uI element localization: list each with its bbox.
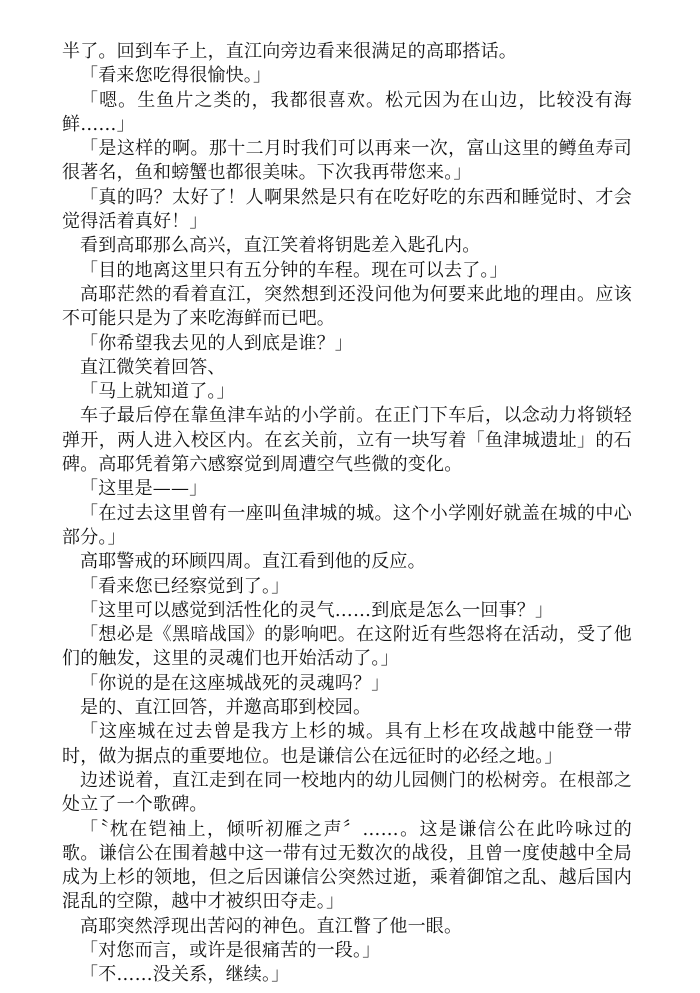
paragraph: 看到高耶那么高兴，直江笑着将钥匙差入匙孔内。 bbox=[80, 235, 481, 257]
paragraph: 「这座城在过去曾是我方上杉的城。具有上杉在攻战越中能登一带时，做为据点的重要地位。也是谦信公在远征时的必经之地。」 bbox=[62, 721, 632, 767]
paragraph: 「看来您已经察觉到了。」 bbox=[80, 575, 290, 597]
paragraph: 「想必是《黑暗战国》的影响吧。在这附近有些怨将在活动，受了他们的触发，这里的灵魂们也开始活动了。」 bbox=[62, 624, 632, 670]
paragraph: 直江微笑着回答、 bbox=[80, 356, 226, 378]
paragraph: 高耶茫然的看着直江，突然想到还没问他为何要来此地的理由。应该不可能只是为了来吃海鲜而已吧。 bbox=[62, 283, 632, 330]
paragraph: 「真的吗？太好了！人啊果然是只有在吃好吃的东西和睡觉时、才会觉得活着真好！」 bbox=[62, 186, 632, 233]
paragraph: 「你说的是在这座城战死的灵魂吗？」 bbox=[80, 672, 390, 694]
paragraph: 「看来您吃得很愉快。」 bbox=[80, 65, 272, 87]
paragraph: 边述说着，直江走到在同一校地内的幼儿园侧门的松树旁。在根部之处立了一个歌碑。 bbox=[62, 769, 632, 816]
paragraph: 「你希望我去见的人到底是谁？」 bbox=[80, 332, 353, 354]
paragraph: 「在过去这里曾有一座叫鱼津城的城。这个小学刚好就盖在城的中心部分。」 bbox=[62, 502, 632, 548]
paragraph: 「这里可以感觉到活性化的灵气……到底是怎么一回事？」 bbox=[80, 599, 554, 621]
paragraph: 是的、直江回答，并邀高耶到校园。 bbox=[80, 697, 372, 719]
body-text bbox=[62, 40, 632, 988]
paragraph: 高耶警戒的环顾四周。直江看到他的反应。 bbox=[80, 551, 426, 573]
paragraph: 「不……没关系，继续。」 bbox=[80, 964, 290, 986]
paragraph: 「〝枕在铠袖上，倾听初雁之声〞……。这是谦信公在此吟咏过的歌。谦信公在围着越中这一带有过无数次的战役，且曾一度使越中全局成为上杉的领地，但之后因谦信公突然过逝，乘着御馆之乱、越后国内混乱的空隙，越中才被织田夺走。」 bbox=[62, 818, 632, 913]
paragraph: 「是这样的啊。那十二月时我们可以再来一次，富山这里的鳟鱼寿司很著名，鱼和螃蟹也都很美味。下次我再带您来。」 bbox=[62, 138, 632, 184]
paragraph: 「目的地离这里只有五分钟的车程。现在可以去了。」 bbox=[80, 259, 508, 281]
paragraph: 「嗯。生鱼片之类的，我都很喜欢。松元因为在山边，比较没有海鲜……」 bbox=[62, 89, 632, 135]
paragraph: 「对您而言，或许是很痛苦的一段。」 bbox=[80, 939, 381, 961]
paragraph: 半了。回到车子上，直江向旁边看来很满足的高耶搭话。 bbox=[62, 41, 517, 62]
paragraph: 车子最后停在靠鱼津车站的小学前。在正门下车后，以念动力将锁轻弹开，两人进入校区内。在玄关前，立有一块写着「鱼津城遗址」的石碑。高耶凭着第六感察觉到周遭空气些微的变化。 bbox=[62, 405, 632, 476]
paragraph: 「这里是——」 bbox=[80, 478, 208, 500]
paragraph: 「马上就知道了。」 bbox=[80, 381, 235, 403]
paragraph: 高耶突然浮现出苦闷的神色。直江瞥了他一眼。 bbox=[80, 915, 463, 937]
